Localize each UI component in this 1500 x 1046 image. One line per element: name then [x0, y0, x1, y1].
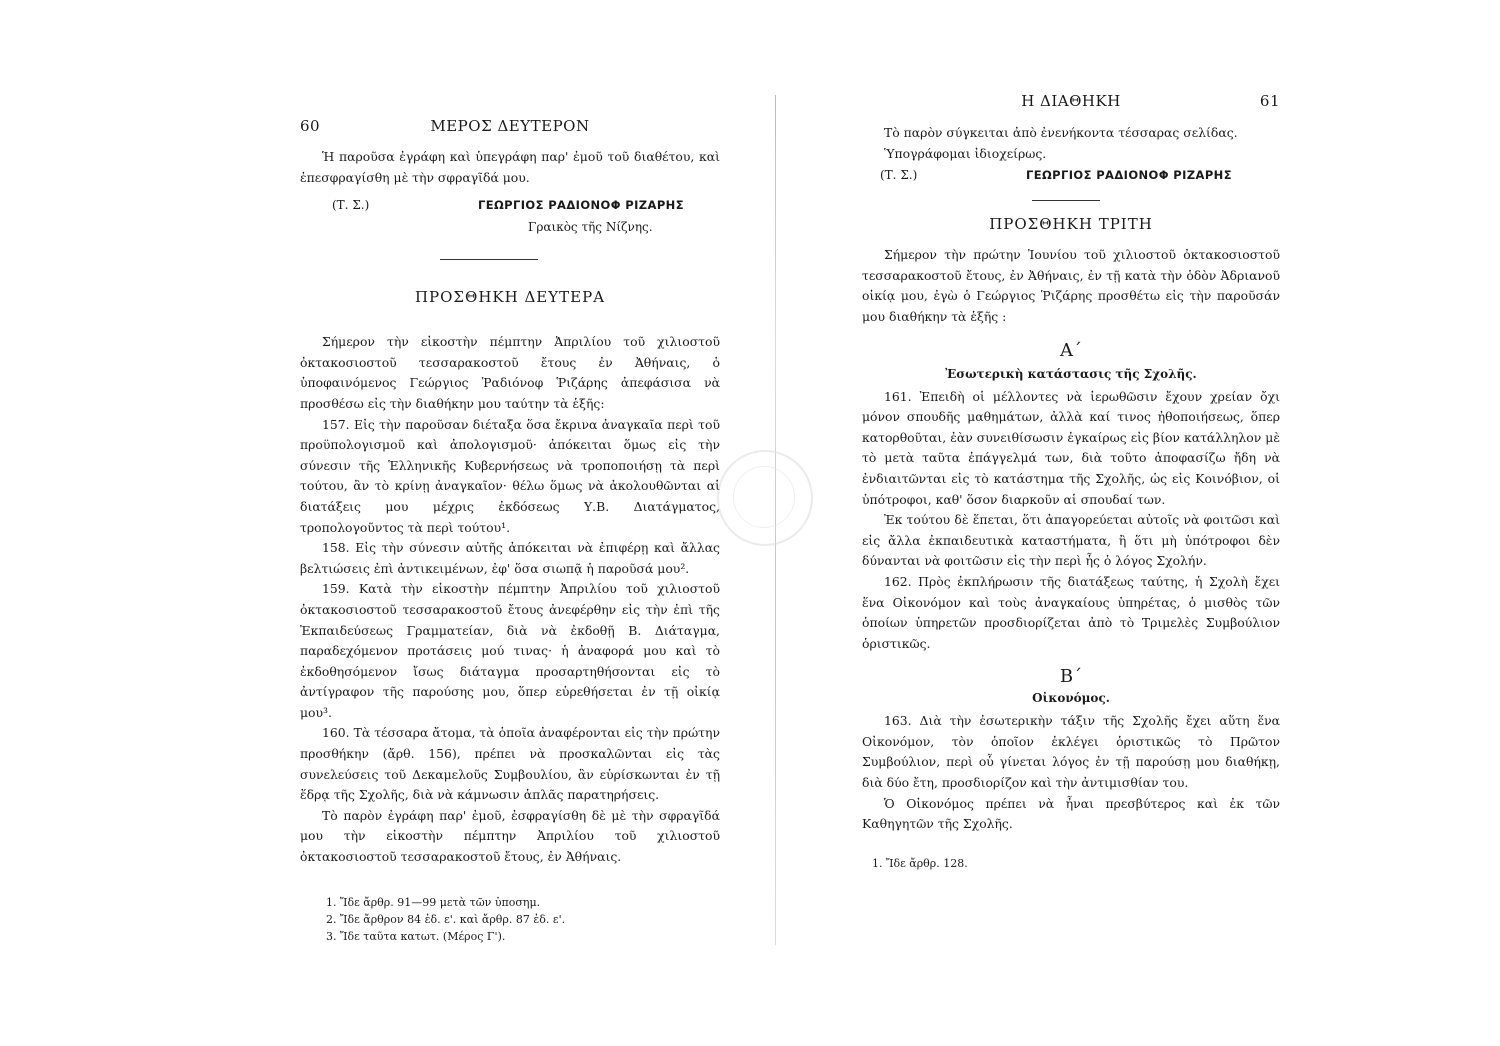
paragraph-162: 162. Πρὸς ἐκπλήρωσιν τῆς διατάξεως ταύτης, ἡ Σχολὴ ἔχει ἕνα Οἰκονόμον καὶ τοὺς ἀναγκαίους ὑπηρέτας, ὁ μισθὸς τῶν ὁποίων ὑπηρετῶν προσδιορίζεται ἀπὸ τὸ Τριμελὲς Συμβούλιον ὁριστικῶς.: [862, 573, 1280, 651]
page-number-left: 60: [300, 117, 321, 135]
right-intro-line: Τὸ παρὸν σύγκειται ἀπὸ ἐνενήκοντα τέσσαρας σελίδας.: [884, 125, 1238, 140]
right-body-a: [862, 387, 1280, 655]
right-intro-paragraph: Σήμερον τὴν πρώτην Ἰουνίου τοῦ χιλιοστοῦ ὀκτακοσιοστοῦ τεσσαρακοστοῦ ἔτους, ἐν Ἀθήναις, ἐν τῇ κατὰ τὴν ὁδὸν Ἀδριανοῦ οἰκίᾳ μου, ἐγὼ ὁ Γεώργιος Ῥιζάρης προσθέτω εἰς τὴν παροῦσάν μου διαθήκην τὰ ἑξῆς :: [862, 247, 1280, 324]
paragraph: Ἐκ τούτου δὲ ἕπεται, ὅτι ἀπαγορεύεται αὐτοῖς νὰ φοιτῶσι καὶ εἰς ἄλλα ἐκπαιδευτικὰ καταστήματα, ἢ ὅτι μὴ ὑπότροφοι δὲν δύνανται νὰ φοιτῶσιν εἰς τὴν περὶ ἧς ὁ λόγος Σχολήν.: [862, 512, 1280, 569]
subheading-b: Οἰκονόμος.: [1032, 691, 1110, 706]
running-head-right: Η ΔΙΑΘΗΚΗ: [1021, 92, 1121, 110]
section-letter-a: Α΄: [1060, 339, 1082, 361]
signature-sub-left: Γραικὸς τῆς Νίζνης.: [528, 220, 653, 235]
right-body-b: [862, 711, 1280, 835]
seal-mark-right: (Τ. Σ.): [880, 168, 918, 183]
seal-mark-left: (Τ. Σ.): [332, 198, 370, 213]
section-title-left: ΠΡΟΣΘΗΚΗ ΔΕΥΤΕΡΑ: [414, 288, 606, 307]
paragraph-159: 159. Κατὰ τὴν εἰκοστὴν πέμπτην Ἀπριλίου τοῦ χιλιοστοῦ ὀκτακοσιοστοῦ τεσσαρακοστοῦ ἔτους ἀνεφέρθην εἰς τὴν ἐπὶ τῆς Ἐκπαιδεύσεως Γραμματείαν, διὰ νὰ ἐκδοθῇ Β. Διάταγμα, παραδεχόμενον προτάσεις μού τινας· ἡ ἀναφορά μου καὶ τὸ ἐκδοθησόμενον ἴσως διάταγμα προσαρτηθήσονται εἰς τὸ ἀντίγραφον τῆς παρούσης μου, ὅπερ εὑρεθήσεται ἐν τῇ οἰκίᾳ μου³.: [300, 581, 720, 720]
paragraph-closing: Τὸ παρὸν ἐγράφη παρ' ἐμοῦ, ἐσφραγίσθη δὲ μὲ τὴν σφραγῖδά μου τὴν εἰκοστὴν πέμπτην Ἀπριλίου τοῦ χιλιοστοῦ ὀκτακοσιοστοῦ τεσσαρακοστοῦ ἔτους, ἐν Ἀθήναις.: [300, 807, 720, 865]
left-page-header: [300, 117, 720, 137]
paragraph-163: 163. Διὰ τὴν ἐσωτερικὴν τάξιν τῆς Σχολῆς ἔχει αὕτη ἕνα Οἰκονόμον, τὸν ὁποῖον ἐκλέγει ὁριστικῶς τὸ Πρῶτον Συμβούλιον, περὶ οὗ γίνεται λόγος ἐν τῇ παρούσῃ μου διαθήκῃ, διὰ δύο ἔτη, προσδιορίζον καὶ τὴν ἀντιμισθίαν του.: [862, 713, 1280, 791]
footnote: 1. Ἴδε ἄρθρ. 91—99 μετὰ τῶν ὑποσημ.: [326, 895, 541, 909]
right-intro-line: Ὑπογράφομαι ἰδιοχείρως.: [884, 145, 1047, 161]
left-body: [300, 332, 720, 867]
footnote: 1. Ἴδε ἄρθρ. 128.: [872, 856, 968, 870]
paragraph-160: 160. Τὰ τέσσαρα ἄτομα, τὰ ὁποῖα ἀναφέρονται εἰς τὴν πρώτην προσθήκην (ἄρθ. 156), πρέπει νὰ προσκαλῶνται εἰς τὰς συνελεύσεις τοῦ Δεκαμελοῦς Συμβουλίου, ἂν εὑρίσκωνται ἐν τῇ ἕδρᾳ τῆς Σχολῆς, διὰ νὰ κάμνωσιν ἁπλᾶς παρατηρήσεις.: [300, 725, 720, 803]
paragraph-161: 161. Ἐπειδὴ οἱ μέλλοντες νὰ ἱερωθῶσιν ἔχουν χρείαν ὄχι μόνον σπουδῆς μαθημάτων, ἀλλὰ καί τινος ἠθοποιήσεως, ὅπερ κατορθοῦται, ἐὰν συνειθίσωσιν ἐγκαίρως εἰς βίον κατάλληλον μὲ τὸ μετὰ ταῦτα ἐπάγγελμά των, διὰ τοῦτο ἀποφασίζω ἤδη νὰ ἐνδιαιτῶνται εἰς τὸ κατάστημα τῆς Σχολῆς, ὡς εἰς Κοινόβιον, οἱ ὑπότροφοι, καθ' ὅσον διαρκοῦν αἱ σπουδαί των.: [862, 388, 1280, 507]
left-intro: Ἡ παροῦσα ἐγράφη καὶ ὑπεγράφη παρ' ἐμοῦ τοῦ διαθέτου, καὶ ἐπεσφραγίσθη μὲ τὴν σφραγῖδά μου.: [300, 149, 720, 185]
right-page: [862, 0, 1280, 1046]
section-title-right: ΠΡΟΣΘΗΚΗ ΤΡΙΤΗ: [989, 215, 1153, 234]
paragraph-157: 157. Εἰς τὴν παροῦσαν διέταξα ὅσα ἔκρινα ἀναγκαῖα περὶ τοῦ προϋπολογισμοῦ καὶ ἀπολογισμοῦ· ἀπόκειται ὅμως εἰς τὴν σύνεσιν τῆς Ἑλληνικῆς Κυβερνήσεως νὰ τροποποιήσῃ τὰ περὶ τούτου, ἂν τὸ κρίνῃ ἀναγκαῖον· θέλω ὅμως νὰ ἀκολουθῶνται αἱ διατάξεις μου μέχρις ἐκδόσεως Υ.Β. Διατάγματος, τροπολογοῦντος τὰ περὶ τούτου¹.: [300, 416, 720, 535]
divider-rule-left: [440, 259, 538, 260]
paragraph-158: 158. Εἰς τὴν σύνεσιν αὐτῆς ἀπόκειται νὰ ἐπιφέρῃ καὶ ἄλλας βελτιώσεις ἐπὶ ἀντικειμένων, ἐφ' ὅσα σιωπᾷ ἡ παροῦσά μου².: [300, 540, 720, 576]
right-page-header: [862, 92, 1280, 112]
signature-left: ΓΕΩΡΓΙΟΣ ΡΑΔΙΟΝΟΦ ΡΙΖΑΡΗΣ: [478, 198, 684, 213]
subheading-a: Ἐσωτερικὴ κατάστασις τῆς Σχολῆς.: [945, 366, 1197, 381]
divider-rule-right: [1032, 200, 1100, 201]
left-signature-block: [300, 198, 720, 218]
footnote: 2. Ἴδε ἄρθρον 84 ἐδ. ε'. καὶ ἄρθρ. 87 ἐδ. ε'.: [326, 912, 566, 926]
signature-right: ΓΕΩΡΓΙΟΣ ΡΑΔΙΟΝΟΦ ΡΙΖΑΡΗΣ: [1026, 168, 1232, 183]
left-page: [300, 0, 720, 1046]
paragraph: Ὁ Οἰκονόμος πρέπει νὰ ἦναι πρεσβύτερος καὶ ἐκ τῶν Καθηγητῶν τῆς Σχολῆς.: [862, 795, 1280, 832]
running-head-left: ΜΕΡΟΣ ΔΕΥΤΕΡΟΝ: [430, 117, 590, 135]
page-number-right: 61: [1259, 92, 1280, 110]
footnotes-right: [862, 855, 1280, 872]
library-stamp: [717, 450, 813, 546]
footnotes-left: [300, 894, 720, 945]
right-signature-block: [862, 168, 1280, 188]
footnote: 3. Ἴδε ταῦτα κατωτ. (Μέρος Γ').: [326, 929, 506, 943]
section-letter-b: Β΄: [1059, 666, 1083, 688]
paragraph: Σήμερον τὴν εἰκοστὴν πέμπτην Ἀπριλίου τοῦ χιλιοστοῦ ὀκτακοσιοστοῦ τεσσαρακοστοῦ ἔτους ἐν Ἀθήναις, ὁ ὑποφαινόμενος Γεώργιος Ῥαδιόνοφ Ῥιζάρης ἀπεφάσισα νὰ προσθέσω εἰς τὴν διαθήκην μου ταύτην τὰ ἑξῆς:: [300, 334, 720, 411]
